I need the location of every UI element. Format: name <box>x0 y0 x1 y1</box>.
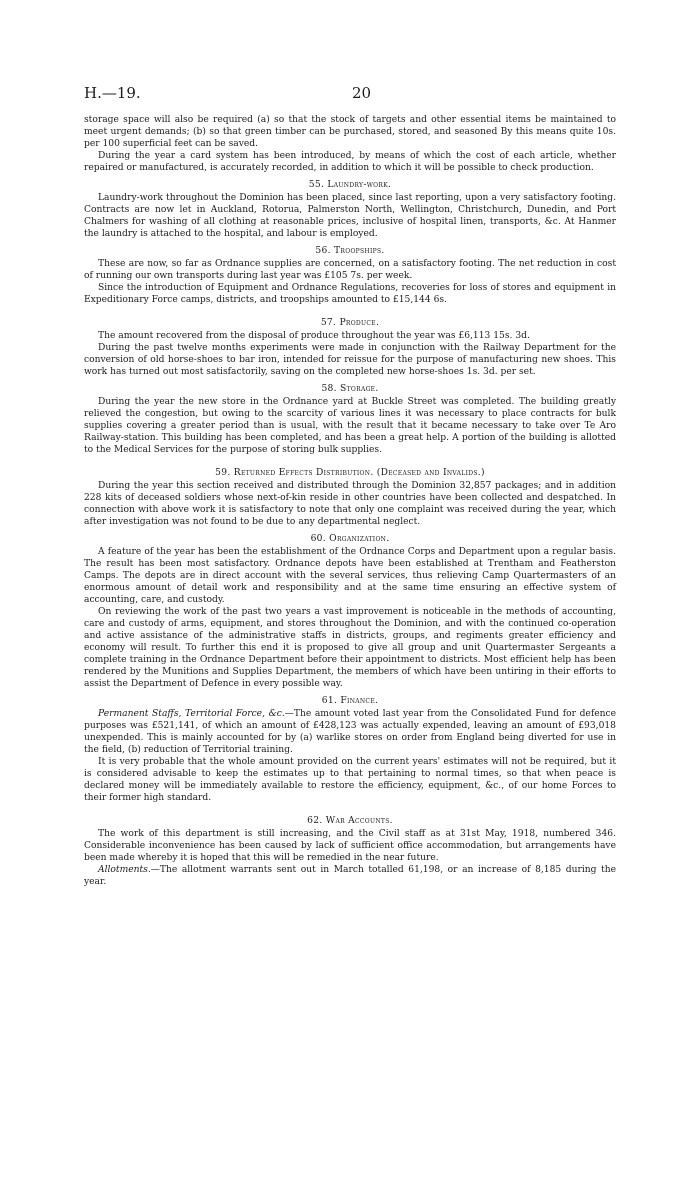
paragraph <box>84 708 616 756</box>
section-heading-55: 55. Laundry-work. <box>308 180 392 190</box>
section-heading-61: 61. Finance. <box>321 696 379 706</box>
paragraph: During the year a card system has been introduced, by means of which the cost of each article, whether repaired or manufactured, is accurately recorded, in addition to which it will be possible to check production. <box>84 151 616 173</box>
paragraph <box>84 864 616 888</box>
paragraph: The work of this department is still increasing, and the Civil staff as at 31st May, 1918, numbered 346. Considerable inconvenience has been caused by lack of sufficient office accommodation, but arrangements have been made whereby it is hoped that this will be remedied in the near future. <box>84 829 616 863</box>
section-heading-58: 58. Storage. <box>321 384 379 394</box>
paragraph-lead: Permanent Staffs, Territorial Force, &c. <box>98 709 285 719</box>
section-heading-62: 62. War Accounts. <box>307 816 393 826</box>
page-header <box>0 84 700 108</box>
page-number: 20 <box>352 84 372 102</box>
document-body <box>84 114 616 888</box>
paragraph: During the year the new store in the Ordnance yard at Buckle Street was completed. The building greatly relieved the congestion, but owing to the scarcity of various lines it was necessary to place contracts for bulk supplies covering a greater period than is usual, with the result that it became necessary to take over Te Aro Railway-station. This building has been completed, and has been a great help. A portion of the building is allotted to the Medical Services for the purpose of storing bulk supplies. <box>84 397 616 455</box>
paragraph: On reviewing the work of the past two years a vast improvement is noticeable in the methods of accounting, care and custody of arms, equipment, and stores throughout the Dominion, and with the continued co-operation and active assistance of the administrative staffs in districts, groups, and regiments greater efficiency and economy will result. To further this end it is proposed to give all group and unit Quartermaster Sergeants a complete training in the Ordnance Department before their appointment to districts. Most efficient help has been rendered by the Munitions and Supplies Department, the members of which have been untiring in their efforts to assist the Department of Defence in every possible way. <box>84 607 616 689</box>
section-heading-60: 60. Organization. <box>310 534 390 544</box>
paragraph: Laundry-work throughout the Dominion has been placed, since last reporting, upon a very satisfactory footing. Contracts are now let in Auckland, Rotorua, Palmerston North, Wellington, Christchurch, Dunedin, and Port Chalmers for washing of all clothing at reasonable prices, inclusive of hospital linen, transports, &c. At Hanmer the laundry is attached to the hospital, and labour is employed. <box>84 193 616 239</box>
paragraph: During the year this section received and distributed through the Dominion 32,857 packages; and in addition 228 kits of deceased soldiers whose next-of-kin reside in other countries have been collected and despatched. In connection with above work it is satisfactory to note that only one complaint was received during the year, which after investigation was not found to be due to any departmental neglect. <box>84 481 616 527</box>
paragraph: It is very probable that the whole amount provided on the current years' estimates will not be required, but it is considered advisable to keep the estimates up to that pertaining to normal times, so that when peace is declared money will be immediately available to restore the efficiency, equipment, &c., of our home Forces to their former high standard. <box>84 757 616 803</box>
paragraph: The amount recovered from the disposal of produce throughout the year was £6,113 15s. 3d. <box>98 331 530 341</box>
section-heading-57: 57. Produce. <box>320 318 380 328</box>
section-heading-56: 56. Troopships. <box>315 246 385 256</box>
paragraph: These are now, so far as Ordnance supplies are concerned, on a satisfactory footing. The net reduction in cost of running our own transports during last year was £105 7s. per week. <box>84 259 616 281</box>
paragraph: Since the introduction of Equipment and Ordnance Regulations, recoveries for loss of stores and equipment in Expeditionary Force camps, districts, and troopships amounted to £15,144 6s. <box>84 283 616 305</box>
document-reference: H.—19. <box>84 84 141 102</box>
section-heading-59: 59. Returned Effects Distribution. (Deceased and Invalids.) <box>215 468 485 478</box>
paragraph-text: —The allotment warrants sent out in March totalled 61,198, or an increase of 8,185 during the year. <box>84 865 616 887</box>
paragraph-text: —The amount voted last year from the Consolidated Fund for defence purposes was £521,141, of which an amount of £428,123 was actually expended, leaving an amount of £93,018 unexpended. This is mainly accounted for by (a) warlike stores on order from England being diverted for use in the field, (b) reduction of Territorial training. <box>84 709 617 755</box>
paragraph: storage space will also be required (a) so that the stock of targets and other essential items be maintained to meet urgent demands; (b) so that green timber can be purchased, stored, and seasoned By this means quite 10s. per 100 superficial feet can be saved. <box>84 115 616 149</box>
paragraph-lead: Allotments. <box>98 865 151 875</box>
paragraph: A feature of the year has been the establishment of the Ordnance Corps and Department upon a regular basis. The result has been most satisfactory. Ordnance depots have been established at Trentham and Featherston Camps. The depots are in direct account with the several services, thus relieving Camp Quartermasters of an enormous amount of detail work and responsibility and at the same time ensuring an effective system of accounting, care, and custody. <box>84 547 616 605</box>
paragraph: During the past twelve months experiments were made in conjunction with the Railway Department for the conversion of old horse-shoes to bar iron, intended for reissue for the purpose of manufacturing new shoes. This work has turned out most satisfactorily, saving on the completed new horse-shoes 1s. 3d. per set. <box>84 343 616 377</box>
